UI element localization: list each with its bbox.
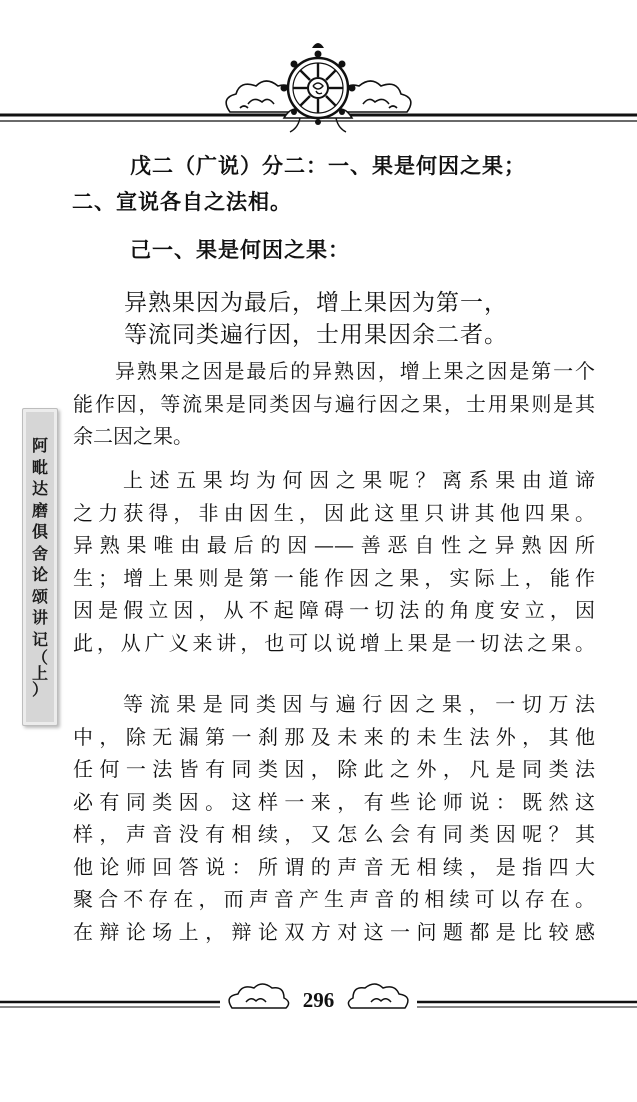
verse-line-1: 异熟果因为最后，增上果因为第一，	[124, 290, 508, 316]
paragraph-1	[73, 355, 595, 453]
section-title-line-1: 戊二（广说）分二：一、果是何因之果；	[130, 154, 526, 178]
paragraph-line: 中，除无漏第一刹那及未来的未生法外，其他	[73, 724, 595, 749]
page-number: 296	[302, 988, 335, 1012]
book-title-vertical	[23, 435, 57, 698]
paragraph-line: 异熟果之因是最后的异熟因，增上果之因是第一个	[115, 359, 595, 383]
verse-line-2: 等流同类遍行因，士用果因余二者。	[124, 322, 508, 348]
paragraph-line: 上述五果均为何因之果呢？离系果由道谛	[123, 468, 595, 492]
paragraph-line: 因是假立因，从不起障碍一切法的角度安立，因	[73, 598, 595, 622]
side-tab-char: 讲	[31, 608, 48, 627]
side-tab-char: 舍	[31, 543, 48, 563]
dharma-wheel-icon	[281, 43, 356, 132]
side-tab-char: 阿	[31, 436, 48, 455]
paragraph-3	[73, 688, 595, 948]
paragraph-line: 必有同类因。这样一来，有些论师说：既然这	[73, 789, 595, 814]
side-tab-char: 达	[31, 479, 48, 498]
side-tab-char: 记	[31, 629, 48, 649]
subheading: 己一、果是何因之果：	[130, 238, 350, 262]
section-title-line-2: 二、宣说各自之法相。	[72, 190, 292, 214]
side-tab-char: ）	[31, 680, 48, 699]
side-tab-char: 俱	[31, 522, 48, 541]
paragraph-line: 此，从广义来讲，也可以说增上果是一切法之果。	[73, 630, 595, 655]
paragraph-line: 在辩论场上，辩论双方对这一问题都是比较感	[73, 919, 595, 944]
paragraph-line: 样，声音没有相续，又怎么会有同类因呢？其	[73, 822, 595, 846]
side-tab-char: 磨	[31, 500, 48, 520]
side-tab-char: （	[31, 648, 48, 667]
side-tab-char: 上	[31, 664, 48, 683]
side-tab-char: 颂	[31, 586, 48, 606]
paragraph-line: 他论师回答说：所谓的声音无相续，是指四大	[73, 854, 595, 879]
paragraph-line: 任何一法皆有同类因，除此之外，凡是同类法	[73, 757, 595, 781]
book-title-side-tab	[22, 408, 58, 726]
paragraph-line: 等流果是同类因与遍行因之果，一切万法	[123, 692, 595, 716]
side-tab-char: 论	[31, 565, 48, 584]
paragraph-line: 生；增上果则是第一能作因之果，实际上，能作	[73, 565, 595, 590]
side-tab-char: 毗	[31, 457, 48, 477]
paragraph-line: 异熟果唯由最后的因——善恶自性之异熟因所	[73, 533, 595, 557]
paragraph-2	[73, 464, 595, 659]
paragraph-line: 之力获得，非由因生，因此这里只讲其他四果。	[73, 500, 595, 525]
paragraph-line: 聚合不存在，而声音产生声音的相续可以存在。	[73, 887, 595, 911]
paragraph-line: 余二因之果。	[73, 424, 193, 448]
paragraph-line: 能作因，等流果是同类因与遍行因之果，士用果则是其	[73, 391, 595, 416]
header-ornament	[0, 0, 637, 140]
